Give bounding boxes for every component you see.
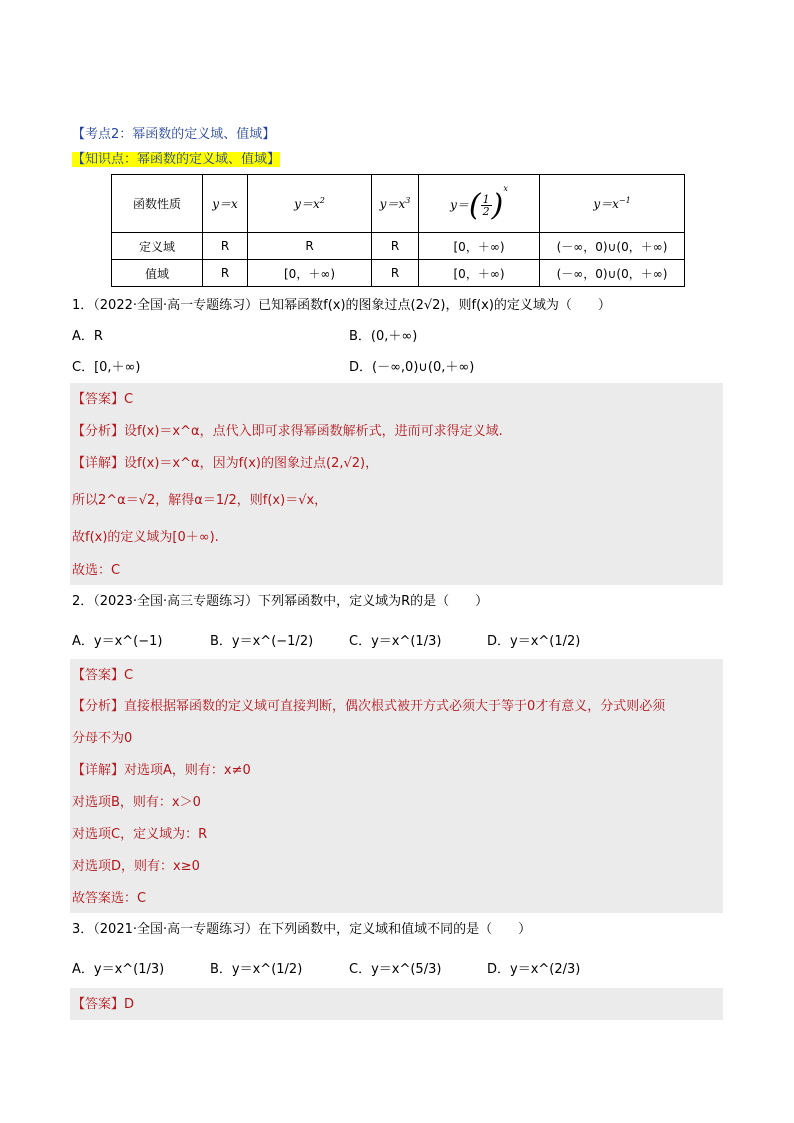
yx3-x: x <box>398 197 406 211</box>
table-cell: [0，＋∞) <box>248 260 372 287</box>
knowledge-label: 【知识点：幂函数的定义域、值域】 <box>72 152 281 167</box>
table-cell: [0，＋∞) <box>419 233 540 260</box>
table-header-yx2 <box>248 175 372 233</box>
yx2-exp: 2 <box>319 196 325 205</box>
analysis-tag: 【分析】 <box>72 424 125 439</box>
q2-detail-c: 对选项C，定义域为：R <box>72 827 208 842</box>
yx2-x: x <box>312 197 320 211</box>
detail-tag: 【详解】 <box>72 763 125 778</box>
q1-answer <box>72 390 133 410</box>
answer-value: C <box>124 668 134 683</box>
q1-choose: 故选：C <box>72 563 121 578</box>
q1-option-c: C．[0,＋∞) <box>72 360 141 375</box>
q2-answer <box>72 666 133 686</box>
q1-option-d: D．(－∞,0)∪(0,＋∞) <box>349 360 475 375</box>
table-header-yx <box>203 175 248 233</box>
section-heading: 【考点2：幂函数的定义域、值域】 <box>72 127 276 142</box>
yx3-prefix: y＝ <box>379 197 399 211</box>
table-cell: R <box>203 260 248 287</box>
table-header-property: 函数性质 <box>112 175 203 233</box>
half-num: 1 <box>482 193 490 206</box>
table-header-yhalfx <box>419 175 540 233</box>
answer-tag: 【答案】 <box>72 392 125 407</box>
q2-option-c: C．y＝x^(1/3) <box>349 634 442 649</box>
answer-tag: 【答案】 <box>72 997 125 1012</box>
yxinv-prefix: y＝ <box>593 197 613 211</box>
table-cell: (－∞，0)∪(0，＋∞) <box>540 233 685 260</box>
yxinv-x: x <box>612 197 619 211</box>
answer-value: C <box>124 392 134 407</box>
q1-option-b: B．(0,＋∞) <box>349 329 418 344</box>
yhalf-prefix: y＝ <box>450 198 469 212</box>
q3-option-c: C．y＝x^(5/3) <box>349 962 442 977</box>
q2-detail-b: 对选项B，则有：x＞0 <box>72 795 201 810</box>
q3-option-b: B．y＝x^(1/2) <box>210 962 303 977</box>
q3-stem: 3．（2021·全国·高一专题练习）在下列函数中，定义域和值域不同的是（ ） <box>72 922 532 937</box>
table-cell: [0，＋∞) <box>419 260 540 287</box>
q2-analysis-line2: 分母不为0 <box>72 731 133 746</box>
analysis-text: 直接根据幂函数的定义域可直接判断，偶次根式被开方式必须大于等于0才有意义，分式则必须 <box>124 699 666 714</box>
q3-option-a: A．y＝x^(1/3) <box>72 962 165 977</box>
detail-text: 对选项A，则有：x≠0 <box>124 763 251 778</box>
left-paren-icon: ( <box>468 188 481 223</box>
power-function-table <box>111 174 685 287</box>
table-cell: R <box>372 233 419 260</box>
q1-analysis <box>72 422 503 442</box>
table-cell: R <box>248 233 372 260</box>
q1-detail <box>72 454 378 474</box>
table-row-range <box>112 260 685 287</box>
q2-analysis <box>72 697 665 717</box>
q2-stem: 2．（2023·全国·高三专题练习）下列幂函数中，定义域为R的是（ ） <box>72 594 489 609</box>
yxinv-exp: −1 <box>618 196 631 205</box>
q3-solution-box <box>70 988 723 1020</box>
yx-text: y＝x <box>212 197 238 211</box>
table-cell: R <box>372 260 419 287</box>
q1-detail-line2: 所以2^α＝√2，解得α＝1/2，则f(x)＝√x， <box>72 493 328 508</box>
yx2-prefix: y＝ <box>294 197 313 211</box>
table-header-yxinv <box>540 175 685 233</box>
table-cell: (－∞，0)∪(0，＋∞) <box>540 260 685 287</box>
q1-option-a: A．R <box>72 329 103 344</box>
q3-option-d: D．y＝x^(2/3) <box>487 962 581 977</box>
knowledge-heading <box>72 150 280 170</box>
yx3-exp: 3 <box>405 196 411 205</box>
answer-tag: 【答案】 <box>72 668 125 683</box>
right-paren-icon: ) <box>491 188 504 223</box>
q2-option-d: D．y＝x^(1/2) <box>487 634 581 649</box>
analysis-text: 设f(x)＝x^α，点代入即可求得幂函数解析式，进而可求得定义域. <box>124 424 503 439</box>
table-cell: R <box>203 233 248 260</box>
q3-answer <box>72 995 134 1015</box>
answer-value: D <box>124 997 135 1012</box>
q1-stem: 1．（2022·全国·高一专题练习）已知幂函数f(x)的图象过点(2√2)，则f(x)的定义域为（ ） <box>72 298 611 313</box>
analysis-tag: 【分析】 <box>72 699 125 714</box>
q2-option-b: B．y＝x^(−1/2) <box>210 634 314 649</box>
q2-detail <box>72 761 251 781</box>
q2-detail-d: 对选项D，则有：x≥0 <box>72 859 200 874</box>
detail-tag: 【详解】 <box>72 456 125 471</box>
row-label: 定义域 <box>112 233 203 260</box>
half-den: 2 <box>482 205 490 218</box>
yhalf-exp: x <box>503 184 508 193</box>
table-header-yx3 <box>372 175 419 233</box>
detail-text: 设f(x)＝x^α，因为f(x)的图象过点(2,√2)， <box>124 456 379 471</box>
half-fraction <box>481 194 492 217</box>
q2-choose: 故答案选：C <box>72 891 147 906</box>
q1-detail-line3: 故f(x)的定义域为[0＋∞). <box>72 530 219 545</box>
q1-solution-box <box>70 383 723 585</box>
q2-option-a: A．y＝x^(−1) <box>72 634 163 649</box>
row-label: 值域 <box>112 260 203 287</box>
table-row-domain <box>112 233 685 260</box>
